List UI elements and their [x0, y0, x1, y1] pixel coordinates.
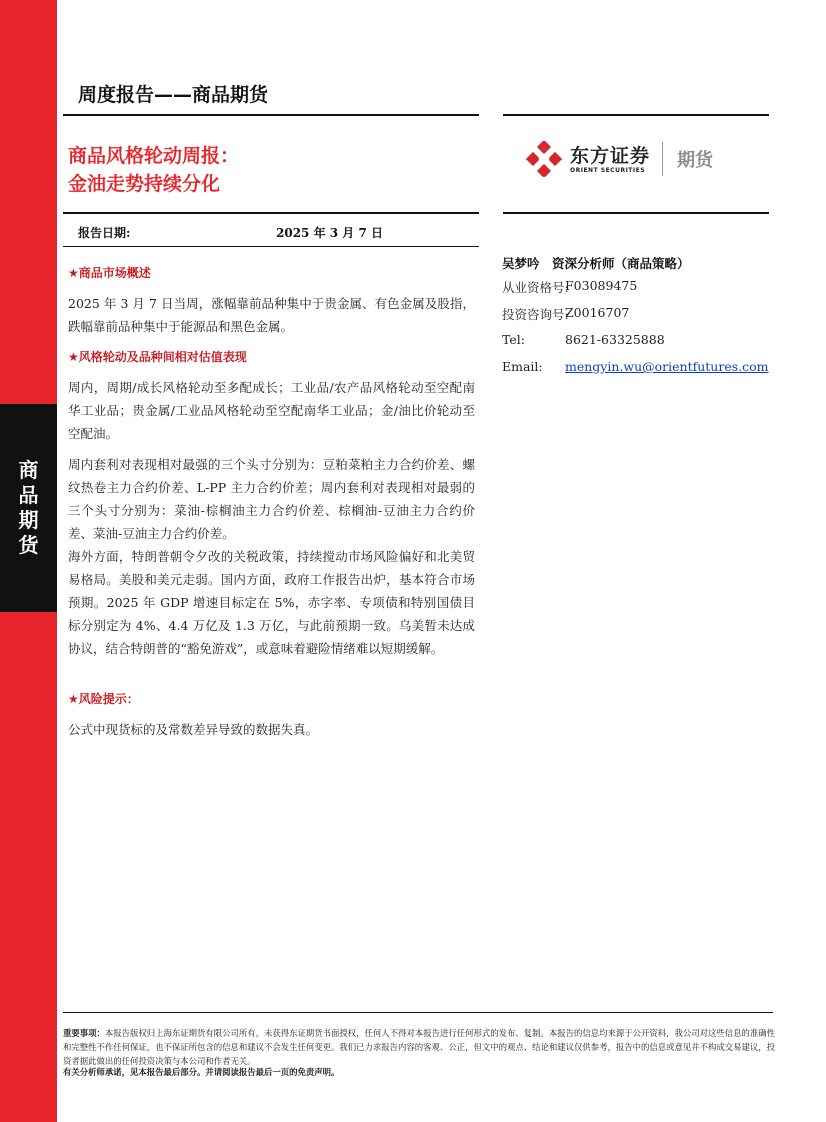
logo-chinese-name: 东方证券 — [570, 144, 651, 167]
section-heading-risk: ★风险提示： — [68, 692, 139, 706]
company-logo — [526, 140, 713, 178]
paragraph-risk: 公式中现货标的及常数差异导致的数据失真。 — [68, 722, 319, 737]
analyst-consult-number: Z0016707 — [565, 305, 630, 320]
analyst-name-title: 吴梦吟 资深分析师（商品策略） — [502, 256, 690, 271]
header-rule-left — [63, 114, 479, 116]
report-date-value: 2025 年 3 月 7 日 — [276, 226, 383, 240]
section-heading-market-overview: ★商品市场概述 — [68, 266, 151, 280]
report-type-heading: 周度报告——商品期货 — [78, 84, 269, 106]
section-heading-style-rotation: ★风格轮动及品种间相对估值表现 — [68, 350, 247, 364]
side-tab-char: 期 — [18, 508, 39, 532]
side-category-tab — [0, 404, 57, 612]
paragraph-market-overview: 2025 年 3 月 7 日当周，涨幅靠前品种集中于贵金属、有色金属及股指，跌幅靠前品种集中于能源品和黑色金属。 — [68, 296, 475, 334]
analyst-email-link[interactable]: mengyin.wu@orientfutures.com — [565, 359, 769, 374]
logo-divider — [662, 142, 663, 176]
side-tab-char: 货 — [18, 533, 39, 557]
disclaimer-label: 重要事项： — [63, 1028, 105, 1038]
side-tab-char: 品 — [18, 483, 39, 507]
analyst-field-label: 从业资格号: — [502, 280, 569, 295]
header-rule-right — [503, 114, 769, 116]
footer-rule — [63, 1012, 773, 1013]
date-rule-top — [63, 212, 479, 214]
disclaimer-text — [63, 1026, 775, 1068]
disclaimer-body: 本报告版权归上海东证期货有限公司所有。未获得东证期货书面授权，任何人不得对本报告进行任何形式的发布、复制。本报告的信息均来源于公开资料，我公司对这些信息的准确性和完整性不作任何保证，也不保证所包含的信息和建议不会发生任何变更。我们已力求报告内容的客观、公正，但文中的观点、结论和建议仅供参考，报告中的信息或意见并不构成交易建议，投资者据此做出的任何投资决策与本公司和作者无关。 — [63, 1028, 776, 1066]
logo-english-name: ORIENT SECURITIES — [570, 166, 646, 174]
analyst-license-number: F03089475 — [565, 278, 638, 293]
side-tab-char: 商 — [18, 458, 39, 482]
analyst-rule-top — [503, 212, 769, 214]
paragraph-macro: 海外方面，特朗普朝令夕改的关税政策，持续搅动市场风险偏好和北美贸易格局。美股和美元走弱。国内方面，政府工作报告出炉，基本符合市场预期。2025 年 GDP 增速目标定在 5%，赤字率、专项债和特别国债目标分别定为 4%、4.4 万亿及 1.3 万亿，与此前预期一致。乌美暂未达成协议，结合特朗普的“豁免游戏”，或意味着避险情绪难以短期缓解。 — [68, 549, 475, 656]
report-title-line1: 商品风格轮动周报： — [68, 145, 240, 167]
date-rule-bottom — [63, 246, 479, 247]
report-date-label: 报告日期: — [78, 226, 131, 240]
analyst-phone: 8621-63325888 — [565, 332, 665, 347]
logo-futures-label: 期货 — [677, 150, 714, 171]
report-title-line2: 金油走势持续分化 — [68, 173, 221, 195]
analyst-field-label: Email: — [502, 359, 543, 374]
report-title — [68, 142, 239, 198]
analyst-commitment-note: 有关分析师承诺，见本报告最后部分。并请阅读报告最后一页的免责声明。 — [63, 1067, 340, 1077]
paragraph-style-rotation: 周内，周期/成长风格轮动至多配成长；工业品/农产品风格轮动至空配南华工业品；贵金属/工业品风格轮动至空配南华工业品；金/油比价轮动至空配油。 — [68, 380, 475, 441]
analyst-field-label: Tel: — [502, 332, 525, 347]
paragraph-arbitrage: 周内套利对表现相对最强的三个头寸分别为：豆粕菜粕主力合约价差、螺纹热卷主力合约价差、L-PP 主力合约价差；周内套利对表现相对最弱的三个头寸分别为：菜油-棕榈油主力合约价差、棕榈油-豆油主力合约价差、菜油-豆油主力合约价差。 — [68, 457, 475, 541]
analyst-field-label: 投资咨询号: — [502, 307, 569, 322]
orient-logo-icon — [526, 141, 562, 177]
